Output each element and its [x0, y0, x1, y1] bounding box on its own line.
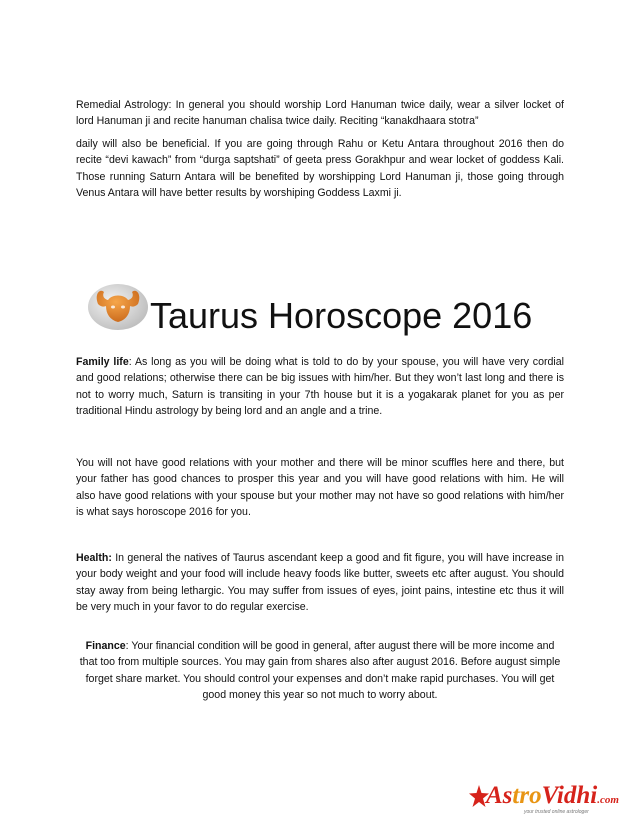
- astrovidhi-logo: [468, 782, 618, 820]
- health-label: Health:: [76, 552, 112, 564]
- family-life-label: Family life: [76, 356, 129, 368]
- health-paragraph: [76, 550, 564, 616]
- finance-paragraph: [76, 638, 564, 704]
- remedial-paragraph: Remedial Astrology: In general you should worship Lord Hanuman twice daily, wear a silver locket of lord Hanuman ji and recite hanuman chalisa twice daily. Reciting “kanakdhaara stotra”: [76, 99, 564, 128]
- page-title: Taurus Horoscope 2016: [150, 295, 533, 336]
- family-life-text: : As long as you will be doing what is told to do by your spouse, you will have very cordial and good relations; otherwise there can be big issues with him/her. But they won’t last long and there is not to worry much, Saturn is transiting in your 7th house but it is a yogakarak planet for you as per traditional Hindu astrology by being lord and an angle and a trine.: [76, 356, 564, 418]
- remedial-paragraph-continued: daily will also be beneficial. If you are going through Rahu or Ketu Antara throughout 2016 then do recite “devi kawach” from “durga saptshati” of geeta press Gorakhpur and wear locket of goddess Kali. Those running Saturn Antara will be benefited by worshipping Lord Hanuman ji, those going through Venus Antara will have better results by worshiping Goddess Laxmi ji.: [76, 138, 564, 200]
- relations-paragraph: You will not have good relations with your mother and there will be minor scuffles here and there, but your father has good chances to prosper this year and you will have good relations with him. He will also have good relations with your spouse but your mother may not have so good relations with him/her is what says horoscope 2016 for you.: [76, 457, 564, 519]
- family-life-paragraph: [76, 354, 564, 420]
- taurus-heading: [80, 276, 570, 340]
- brand-name-part3: Vidhi: [541, 782, 598, 809]
- brand-domain: .com: [597, 794, 619, 806]
- brand-name-part1: As: [486, 782, 513, 809]
- finance-text: : Your financial condition will be good in general, after august there will be more income and that too from multiple sources. You may gain from shares also after august 2016. Before august simple forget share market. You should control your expenses and don’t make rapid purchases. You will get good money this year so not much to worry about.: [79, 640, 561, 702]
- brand-name-part2: tro: [512, 782, 542, 809]
- health-text: In general the natives of Taurus ascendant keep a good and fit figure, you will have increase in your body weight and your food will include heavy foods like butter, sweets etc after august. You should stay away from being lethargic. You may suffer from issues of eyes, joint pains, intestine etc thus it will be very much in your favor to do regular exercise.: [76, 552, 564, 614]
- taurus-bull-icon: [86, 280, 150, 332]
- finance-label: Finance: [85, 640, 126, 652]
- brand-tagline: your trusted online astrologer: [524, 809, 589, 815]
